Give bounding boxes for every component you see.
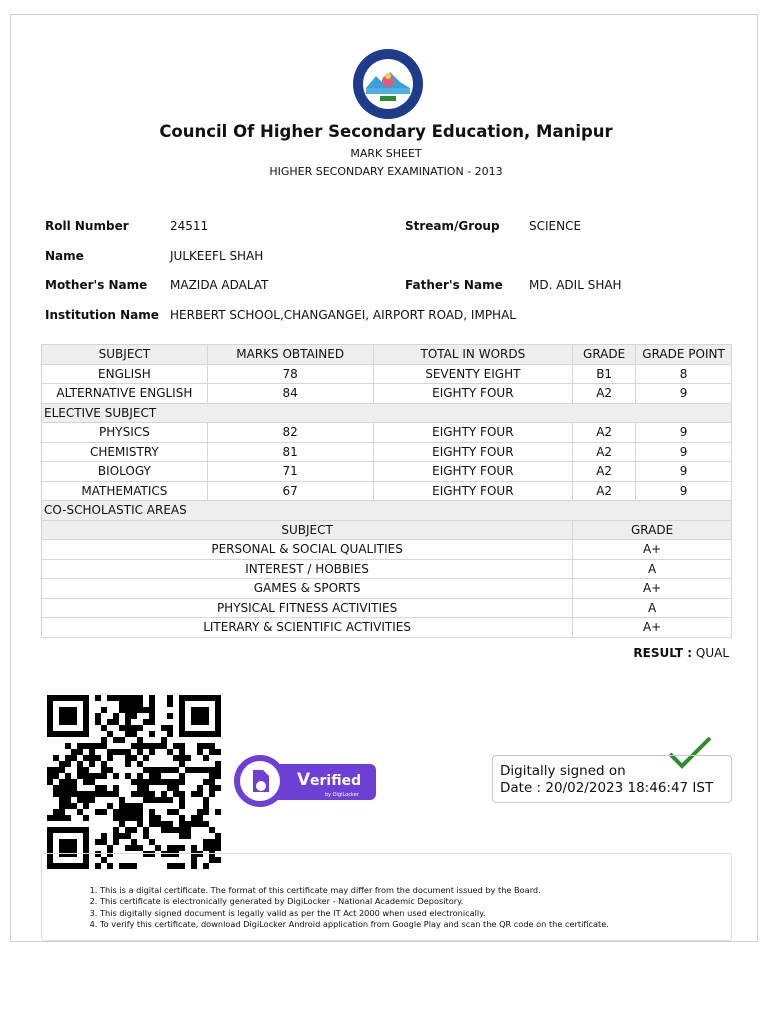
table-cell: A2 (573, 384, 636, 404)
co-header-row (42, 520, 732, 540)
note-item: 2. This certificate is electronically generated by DigiLocker - National Academic Depository. (100, 896, 740, 907)
table-cell: A2 (573, 462, 636, 482)
board-title: Council Of Higher Secondary Education, Manipur (159, 122, 613, 141)
table-row (42, 423, 732, 443)
mother-value: MAZIDA ADALAT (170, 278, 269, 292)
table-row (42, 579, 732, 599)
stream-value: SCIENCE (529, 219, 582, 233)
table-row (42, 540, 732, 560)
signature-line-2: Date : 20/02/2023 18:46:47 IST (500, 780, 714, 796)
table-cell: 9 (636, 462, 732, 482)
table-cell: A2 (573, 481, 636, 501)
table-cell: SEVENTY EIGHT (373, 364, 573, 384)
section-label: CO-SCHOLASTIC AREAS (42, 501, 732, 521)
table-cell: ALTERNATIVE ENGLISH (42, 384, 208, 404)
table-cell: 9 (636, 442, 732, 462)
roll-value: 24511 (170, 219, 209, 233)
table-cell: A+ (573, 579, 732, 599)
notes-list (60, 885, 740, 930)
marks-table (41, 344, 732, 638)
table-cell: PHYSICS (42, 423, 208, 443)
table-cell: EIGHTY FOUR (373, 462, 573, 482)
table-cell: 82 (207, 423, 373, 443)
column-header: SUBJECT (42, 520, 573, 540)
father-value: MD. ADIL SHAH (529, 278, 622, 292)
table-cell: 9 (636, 384, 732, 404)
table-cell: A (573, 559, 732, 579)
table-cell: 8 (636, 364, 732, 384)
table-cell: 81 (207, 442, 373, 462)
table-cell: 9 (636, 481, 732, 501)
table-cell: GAMES & SPORTS (42, 579, 573, 599)
table-cell: B1 (573, 364, 636, 384)
digilocker-verified-badge (233, 754, 378, 808)
table-cell: EIGHTY FOUR (373, 481, 573, 501)
table-cell: 78 (207, 364, 373, 384)
name-label: Name (45, 249, 84, 263)
institution-label: Institution Name (45, 308, 159, 322)
table-cell: 9 (636, 423, 732, 443)
father-label: Father's Name (405, 278, 503, 292)
table-cell: 84 (207, 384, 373, 404)
table-cell: EIGHTY FOUR (373, 442, 573, 462)
table-cell: A2 (573, 423, 636, 443)
qr-code (47, 695, 221, 869)
table-row (42, 442, 732, 462)
table-row (42, 364, 732, 384)
digital-signature (500, 763, 713, 797)
column-header: GRADE (573, 520, 732, 540)
verified-v: V (297, 770, 311, 790)
table-cell: PHYSICAL FITNESS ACTIVITIES (42, 598, 573, 618)
mother-label: Mother's Name (45, 278, 148, 292)
result-label: RESULT : (633, 646, 693, 660)
exam-name: HIGHER SECONDARY EXAMINATION - 2013 (269, 165, 503, 178)
table-cell: A2 (573, 442, 636, 462)
table-cell: A+ (573, 540, 732, 560)
table-cell: EIGHTY FOUR (373, 384, 573, 404)
name-value: JULKEEFL SHAH (170, 249, 264, 263)
table-cell: EIGHTY FOUR (373, 423, 573, 443)
note-item: 4. To verify this certificate, download DigiLocker Android application from Google Play and scan the QR code on the certificate. (100, 919, 740, 930)
elective-section-row (42, 403, 732, 423)
signature-line-1: Digitally signed on (500, 763, 626, 779)
table-cell: 71 (207, 462, 373, 482)
section-label: ELECTIVE SUBJECT (42, 403, 732, 423)
table-row (42, 384, 732, 404)
column-header: MARKS OBTAINED (207, 345, 373, 365)
table-header-row (42, 345, 732, 365)
roll-label: Roll Number (45, 219, 129, 233)
column-header: TOTAL IN WORDS (373, 345, 573, 365)
column-header: SUBJECT (42, 345, 208, 365)
table-cell: BIOLOGY (42, 462, 208, 482)
table-cell: INTEREST / HOBBIES (42, 559, 573, 579)
table-cell: MATHEMATICS (42, 481, 208, 501)
result-value: QUAL (695, 646, 729, 660)
note-item: 3. This digitally signed document is legally valid as per the IT Act 2000 when used electronically. (100, 908, 740, 919)
verified-word: erified (310, 773, 362, 789)
table-cell: ENGLISH (42, 364, 208, 384)
table-cell: PERSONAL & SOCIAL QUALITIES (42, 540, 573, 560)
column-header: GRADE (573, 345, 636, 365)
doc-type: MARK SHEET (350, 147, 422, 160)
table-cell: CHEMISTRY (42, 442, 208, 462)
board-emblem-logo (352, 48, 424, 120)
coscholastic-section-row (42, 501, 732, 521)
table-cell: LITERARY & SCIENTIFIC ACTIVITIES (42, 618, 573, 638)
stream-label: Stream/Group (405, 219, 500, 233)
note-item: 1. This is a digital certificate. The format of this certificate may differ from the document issued by the Board. (100, 885, 740, 896)
column-header: GRADE POINT (636, 345, 732, 365)
institution-value: HERBERT SCHOOL,CHANGANGEI, AIRPORT ROAD, IMPHAL (170, 308, 516, 322)
verified-by: by DigiLocker (325, 792, 359, 798)
table-row (42, 462, 732, 482)
table-row (42, 598, 732, 618)
table-cell: A (573, 598, 732, 618)
result (633, 646, 729, 660)
table-cell: A+ (573, 618, 732, 638)
table-row (42, 481, 732, 501)
table-row (42, 618, 732, 638)
table-row (42, 559, 732, 579)
table-cell: 67 (207, 481, 373, 501)
